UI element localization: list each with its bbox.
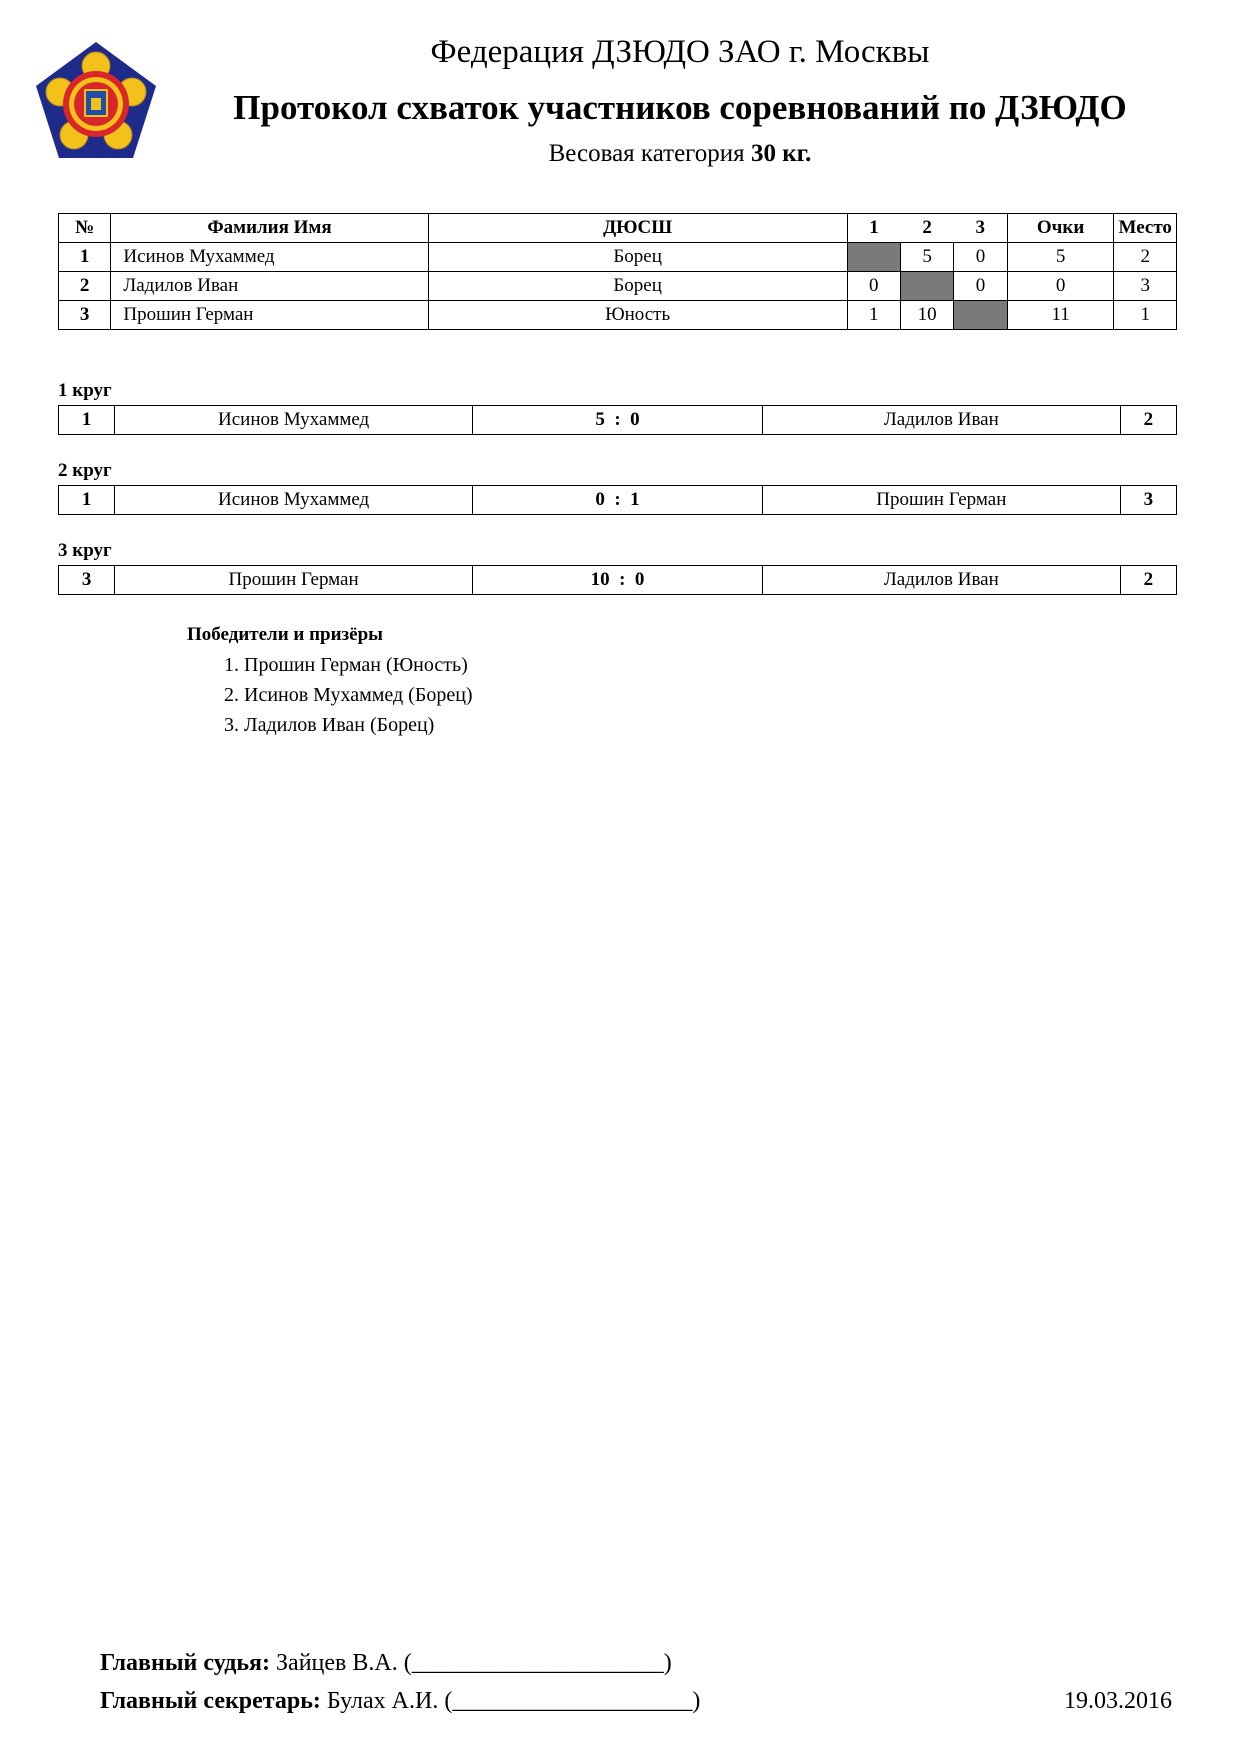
round-2-label: 2 круг — [58, 460, 112, 481]
left-participant-name: Исинов Мухаммед — [115, 406, 473, 435]
federation-name: Федерация ДЗЮДО ЗАО г. Москвы — [430, 34, 930, 70]
col-header-name: Фамилия Имя — [111, 214, 428, 243]
col-header-place: Место — [1114, 214, 1177, 243]
right-participant-name: Прошин Герман — [762, 486, 1120, 515]
standings-header-row — [59, 214, 1177, 243]
bout-cell-self — [847, 243, 900, 272]
points-cell: 0 — [1007, 272, 1114, 301]
bout-row — [59, 486, 1177, 515]
row-number: 2 — [59, 272, 111, 301]
left-participant-number: 1 — [59, 406, 115, 435]
place-cell: 1 — [1114, 301, 1177, 330]
weight-category-value: 30 кг. — [750, 140, 812, 167]
chief-secretary — [100, 1688, 700, 1715]
round-1-label: 1 круг — [58, 380, 112, 401]
list-item: 2. Исинов Мухаммед (Борец) — [224, 684, 473, 706]
points-cell: 11 — [1007, 301, 1114, 330]
bout-cell: 0 — [847, 272, 900, 301]
place-cell: 2 — [1114, 243, 1177, 272]
round-3-bout — [58, 565, 1177, 595]
col-header-bout-2: 2 — [900, 214, 953, 243]
bout-score: 10 : 0 — [473, 566, 763, 595]
weight-category — [0, 140, 1240, 168]
right-participant-name: Ладилов Иван — [762, 566, 1120, 595]
left-participant-number: 3 — [59, 566, 115, 595]
right-participant-number: 2 — [1120, 566, 1176, 595]
participant-name: Исинов Мухаммед — [111, 243, 428, 272]
bout-row — [59, 566, 1177, 595]
winners-list — [224, 650, 473, 740]
bout-cell-self — [954, 301, 1007, 330]
right-participant-number: 2 — [1120, 406, 1176, 435]
round-1-bout — [58, 405, 1177, 435]
right-participant-name: Ладилов Иван — [762, 406, 1120, 435]
left-participant-name: Прошин Герман — [115, 566, 473, 595]
chief-secretary-name: Булах А.И. (____________________) — [326, 1688, 701, 1714]
col-header-school: ДЮСШ — [428, 214, 847, 243]
left-participant-name: Исинов Мухаммед — [115, 486, 473, 515]
round-2-bout — [58, 485, 1177, 515]
chief-secretary-label: Главный секретарь: — [100, 1688, 321, 1714]
participant-school: Юность — [428, 301, 847, 330]
chief-judge — [100, 1650, 672, 1677]
bout-cell: 0 — [954, 243, 1007, 272]
bout-score: 5 : 0 — [473, 406, 763, 435]
round-3-label: 3 круг — [58, 540, 112, 561]
bout-cell: 10 — [900, 301, 953, 330]
participant-name: Ладилов Иван — [111, 272, 428, 301]
bout-cell: 1 — [847, 301, 900, 330]
chief-judge-label: Главный судья: — [100, 1650, 271, 1676]
row-number: 1 — [59, 243, 111, 272]
chief-judge-name: Зайцев В.А. (_____________________) — [276, 1650, 672, 1676]
participant-school: Борец — [428, 243, 847, 272]
bout-cell: 0 — [954, 272, 1007, 301]
table-row — [59, 301, 1177, 330]
col-header-points: Очки — [1007, 214, 1114, 243]
points-cell: 5 — [1007, 243, 1114, 272]
standings-table — [58, 213, 1177, 330]
table-row — [59, 272, 1177, 301]
row-number: 3 — [59, 301, 111, 330]
table-row — [59, 243, 1177, 272]
document-title: Протокол схваток участников соревнований по ДЗЮДО — [233, 88, 1127, 127]
list-item: 1. Прошин Герман (Юность) — [224, 654, 468, 676]
weight-category-label: Весовая категория — [548, 140, 745, 167]
bout-cell-self — [900, 272, 953, 301]
participant-name: Прошин Герман — [111, 301, 428, 330]
bout-row — [59, 406, 1177, 435]
col-header-number: № — [59, 214, 111, 243]
left-participant-number: 1 — [59, 486, 115, 515]
list-item: 3. Ладилов Иван (Борец) — [224, 714, 435, 736]
participant-school: Борец — [428, 272, 847, 301]
winners-title: Победители и призёры — [187, 624, 384, 645]
bout-cell: 5 — [900, 243, 953, 272]
document-date: 19.03.2016 — [1064, 1688, 1172, 1714]
right-participant-number: 3 — [1120, 486, 1176, 515]
bout-score: 0 : 1 — [473, 486, 763, 515]
col-header-bout-1: 1 — [847, 214, 900, 243]
col-header-bout-3: 3 — [954, 214, 1007, 243]
place-cell: 3 — [1114, 272, 1177, 301]
